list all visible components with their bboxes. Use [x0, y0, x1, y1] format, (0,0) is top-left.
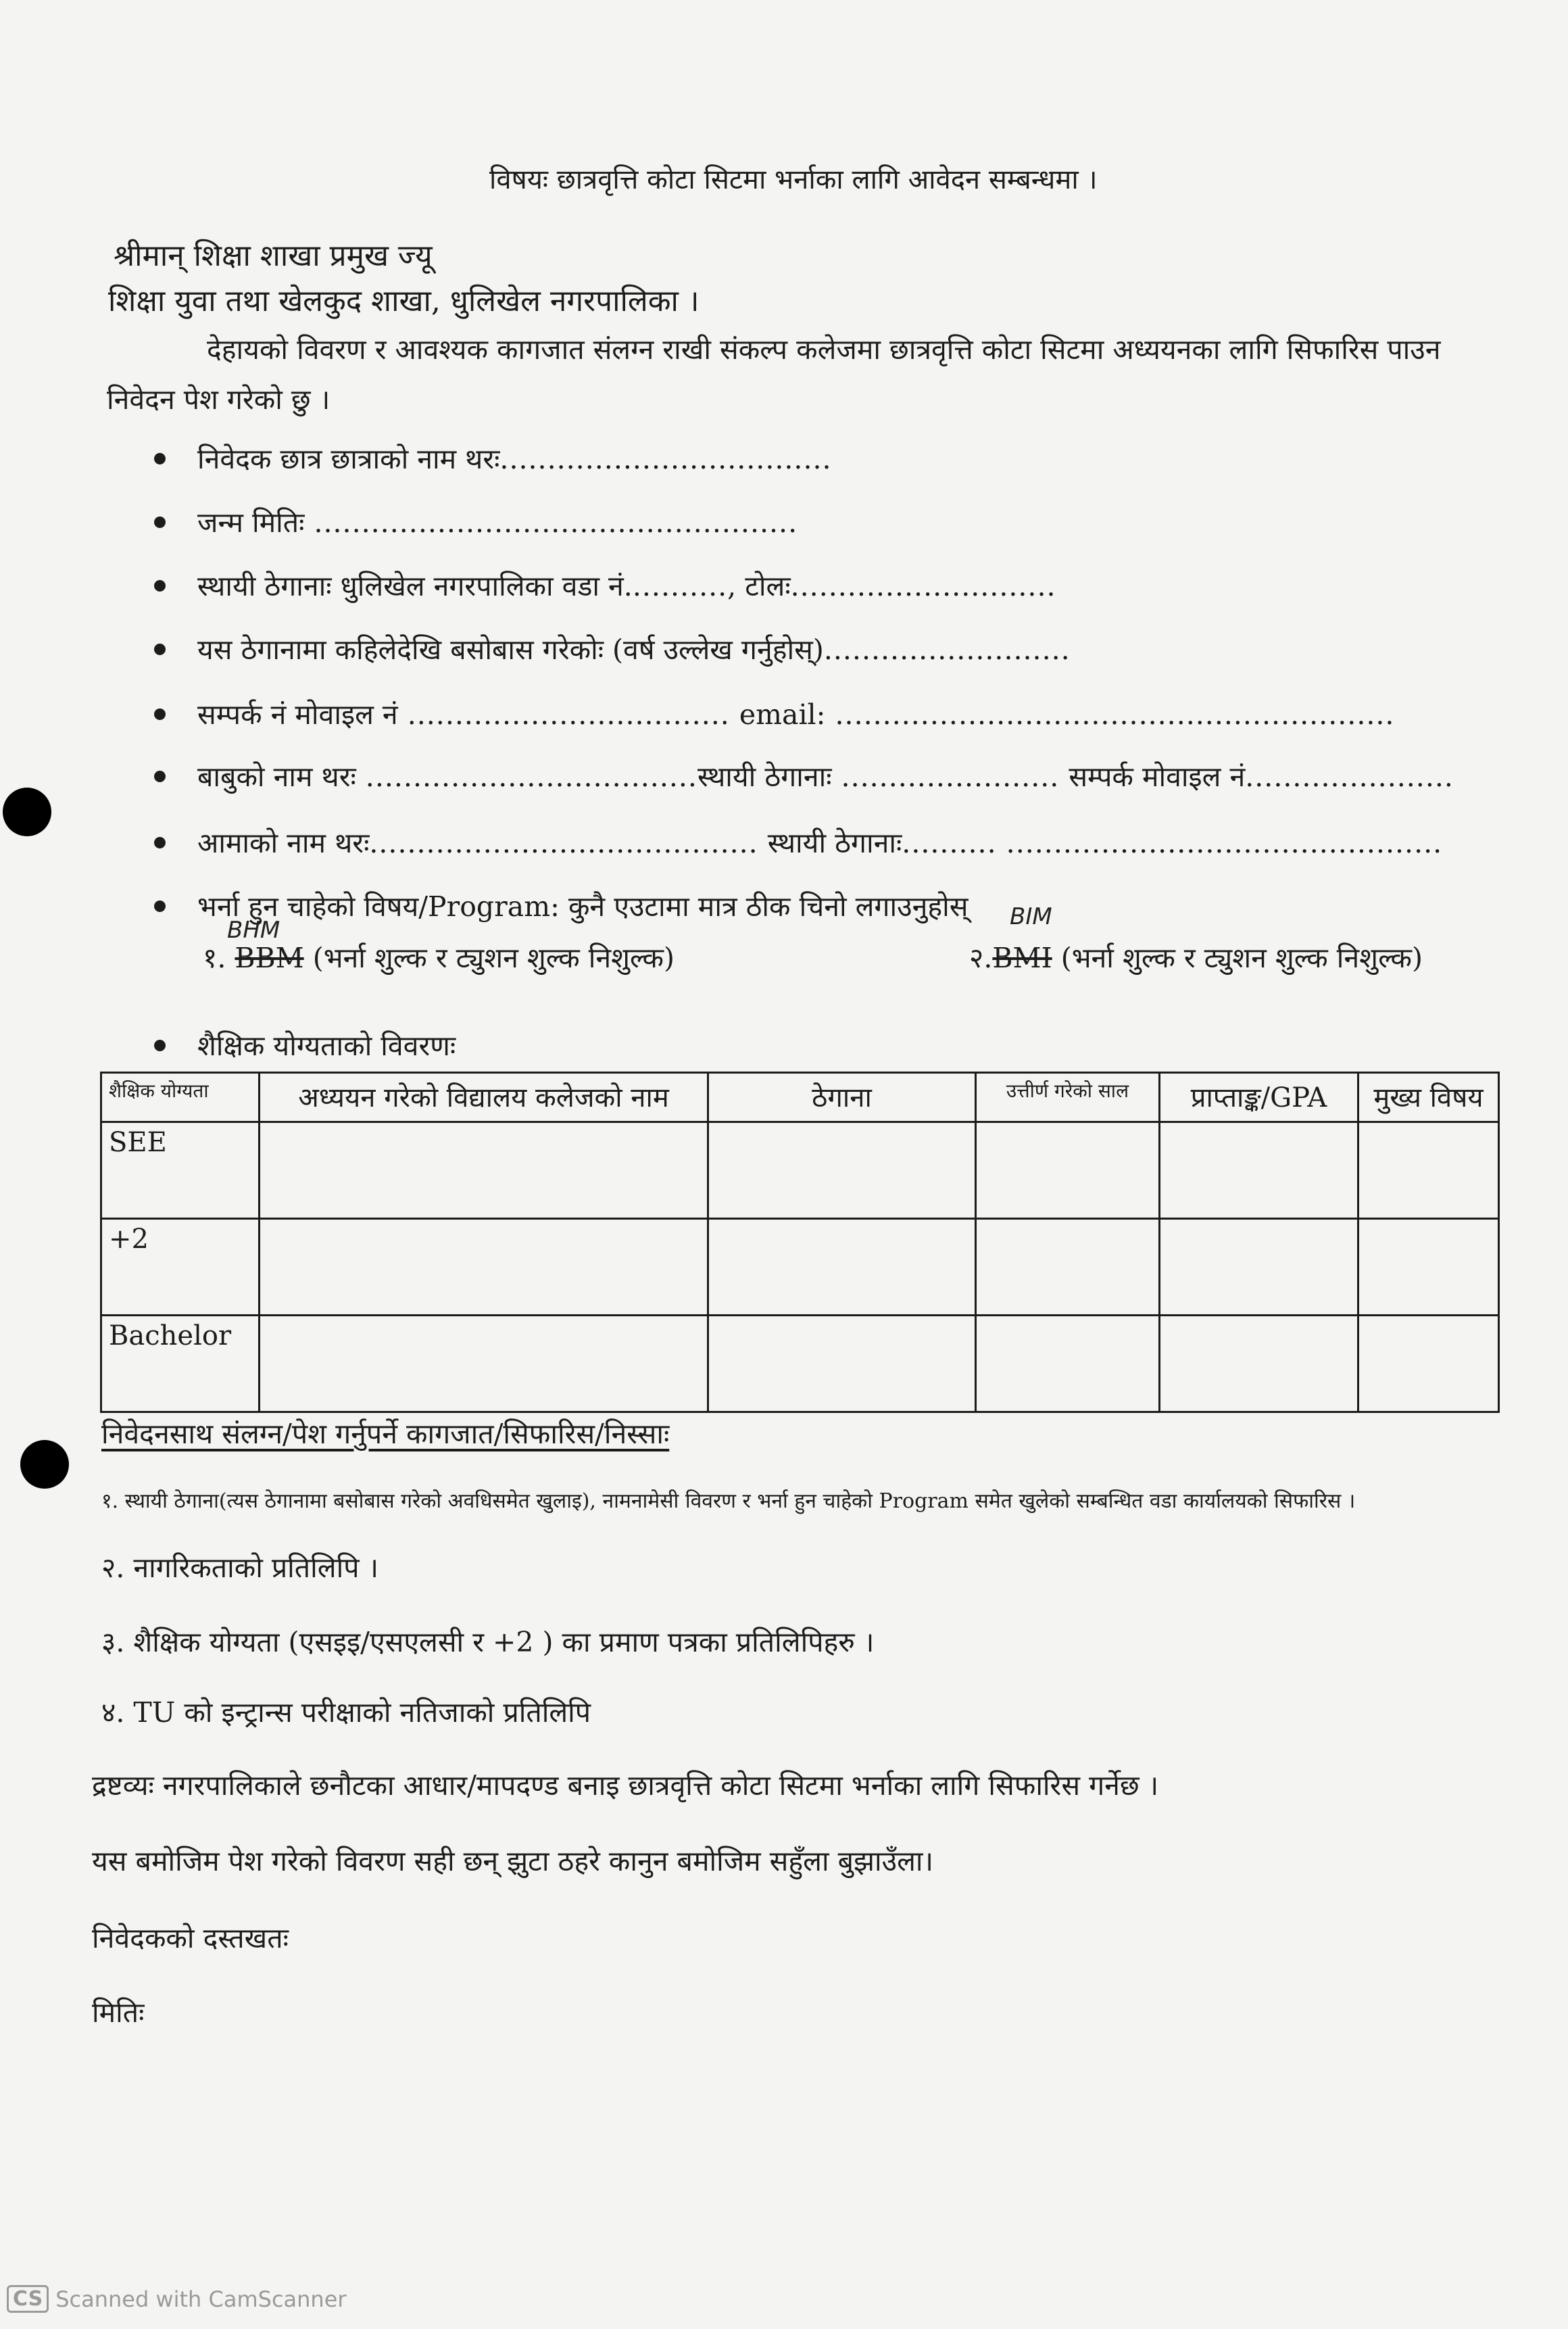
bullet-icon — [154, 771, 166, 782]
attachment-item-1: १. स्थायी ठेगाना(त्यस ठेगानामा बसोबास गरेको अवधिसमेत खुलाइ), नामनामेसी विवरण र भर्ना हुन चाहेको Program समेत खुलेको सम्बन्धित वडा कार्यालयको सिफारिस । — [101, 1489, 1356, 1513]
field-label: सम्पर्क मोवाइल नं — [1069, 761, 1246, 793]
attachment-item-4: ४. TU को इन्ट्रान्स परीक्षाको नतिजाको प्रतिलिपि — [101, 1696, 591, 1729]
table-cell[interactable] — [708, 1122, 976, 1219]
signature-label: निवेदकको दस्तखतः — [92, 1922, 289, 1954]
table-cell[interactable] — [1160, 1316, 1358, 1412]
option-fee: (भर्ना शुल्क र ट्युशन शुल्क निशुल्क) — [1060, 942, 1423, 974]
field-label: जन्म मितिः — [197, 506, 305, 539]
attachments-heading: निवेदनसाथ संलग्न/पेश गर्नुपर्ने कागजात/सिफारिस/निस्साः — [101, 1418, 670, 1450]
punch-hole-lower — [20, 1440, 69, 1489]
field-mother — [197, 823, 1442, 861]
option-number: १. — [203, 942, 226, 974]
table-cell[interactable] — [260, 1122, 708, 1219]
bullet-icon — [154, 517, 166, 528]
table-cell[interactable] — [976, 1316, 1160, 1412]
col-major-subject: मुख्य विषय — [1358, 1073, 1499, 1122]
table-cell[interactable] — [1358, 1122, 1499, 1219]
body-line-1: देहायको विवरण र आवश्यक कागजात संलग्न राखी संकल्प कलेजमा छात्रवृत्ति कोटा सिटमा अध्ययनका लागि सिफारिस पाउन — [207, 333, 1441, 366]
table-cell[interactable] — [976, 1122, 1160, 1219]
watermark-text: Scanned with CamScanner — [55, 2286, 347, 2312]
blank-line: ............................ — [790, 570, 1056, 602]
row-label-plus2: +2 — [101, 1219, 260, 1316]
table-cell[interactable] — [976, 1219, 1160, 1316]
handwritten-bim: BIM — [1010, 903, 1052, 930]
field-label: स्थायी ठेगानाः — [767, 827, 902, 859]
field-residence-since — [197, 630, 1071, 668]
salutation: श्रीमान् शिक्षा शाखा प्रमुख ज्यू — [114, 239, 433, 273]
field-label: स्थायी ठेगानाः धुलिखेल नगरपालिका वडा नं. — [197, 570, 633, 602]
blank-line: ...................... — [1245, 761, 1454, 793]
program-option-2 — [969, 938, 1423, 976]
bullet-icon — [154, 644, 166, 655]
table-cell[interactable] — [708, 1316, 976, 1412]
col-gpa: प्राप्ताङ्क/GPA — [1160, 1073, 1358, 1122]
attachment-item-3: ३. शैक्षिक योग्यता (एसइइ/एसएलसी र +2 ) का प्रमाण पत्रका प्रतिलिपिहरु । — [101, 1626, 875, 1658]
camscanner-logo: CS — [7, 2285, 49, 2313]
bullet-icon — [154, 1040, 166, 1051]
option-number: २. — [969, 942, 993, 974]
row-label-see: SEE — [101, 1122, 260, 1219]
bullet-icon — [154, 580, 166, 592]
blank-line: ................................... — [356, 761, 697, 793]
field-label: निवेदक छात्र छात्राको नाम थरः — [197, 443, 500, 475]
table-header-row — [101, 1073, 1499, 1122]
bullet-icon — [154, 709, 166, 720]
table-row — [101, 1219, 1499, 1316]
field-father — [197, 757, 1454, 795]
handwritten-bhm: BHM — [227, 917, 280, 944]
table-row — [101, 1316, 1499, 1412]
option-code-struck: BBM — [235, 942, 304, 974]
blank-line: ......................................... — [369, 827, 768, 859]
col-qualification: शैक्षिक योग्यता — [101, 1073, 260, 1122]
table-cell[interactable] — [260, 1219, 708, 1316]
program-option-1 — [203, 938, 675, 976]
table-cell[interactable] — [1358, 1219, 1499, 1316]
option-code-struck: BMI — [992, 942, 1052, 974]
blank-line: ................................................... — [304, 506, 798, 539]
col-address: ठेगाना — [708, 1073, 976, 1122]
date-label: मितिः — [92, 1996, 145, 2029]
table-cell[interactable] — [1358, 1316, 1499, 1412]
field-label: आमाको नाम थरः — [197, 827, 370, 859]
option-fee: (भर्ना शुल्क र ट्युशन शुल्क निशुल्क) — [312, 942, 675, 974]
col-institution: अध्ययन गरेको विद्यालय कलेजको नाम — [260, 1073, 708, 1122]
education-heading: शैक्षिक योग्यताको विवरणः — [197, 1030, 456, 1062]
field-date-of-birth — [197, 503, 798, 541]
table-cell[interactable] — [260, 1316, 708, 1412]
blank-line: .......... .............................................. — [902, 827, 1443, 859]
blank-line: ................................... — [499, 443, 832, 475]
blank-line: .......................... — [823, 633, 1071, 666]
blank-line: .......... — [632, 570, 728, 602]
table-row — [101, 1122, 1499, 1219]
table-cell[interactable] — [708, 1219, 976, 1316]
field-program: भर्ना हुन चाहेको विषय/Program: कुनै एउटामा मात्र ठीक चिनो लगाउनुहोस् — [197, 890, 969, 923]
field-permanent-address — [197, 567, 1056, 604]
table-cell[interactable] — [1160, 1219, 1358, 1316]
field-applicant-name — [197, 439, 832, 477]
subject-line: विषयः छात्रवृत्ति कोटा सिटमा भर्नाका लागि आवेदन सम्बन्धमा । — [489, 164, 1098, 195]
bullet-icon — [154, 901, 166, 912]
education-table — [100, 1072, 1500, 1413]
field-label: सम्पर्क नं मोवाइल नं — [197, 698, 398, 731]
table-cell[interactable] — [1160, 1122, 1358, 1219]
body-line-2: निवेदन पेश गरेको छु । — [107, 383, 330, 416]
scanner-watermark — [7, 2285, 347, 2313]
blank-line: .................................. — [397, 698, 739, 731]
office-address: शिक्षा युवा तथा खेलकुद शाखा, धुलिखेल नगरपालिका । — [108, 284, 700, 318]
row-label-bachelor: Bachelor — [101, 1316, 260, 1412]
attachment-item-2: २. नागरिकताको प्रतिलिपि । — [101, 1552, 379, 1584]
note: द्रष्टव्यः नगरपालिकाले छनौटका आधार/मापदण्ड बनाइ छात्रवृत्ति कोटा सिटमा भर्नाका लागि सिफारिस गर्नेछ । — [92, 1769, 1159, 1802]
blank-line: ....................... — [831, 761, 1069, 793]
field-label: email: — [739, 698, 826, 731]
punch-hole-upper — [3, 788, 51, 836]
bullet-icon — [154, 453, 166, 464]
declaration: यस बमोजिम पेश गरेको विवरण सही छन् झुटा ठहरे कानुन बमोजिम सहुँला बुझाउँला। — [92, 1845, 934, 1877]
field-label: बाबुको नाम थरः — [197, 761, 356, 793]
field-label: यस ठेगानामा कहिलेदेखि बसोबास गरेकोः (वर्ष उल्लेख गर्नुहोस्) — [197, 633, 824, 666]
field-label: स्थायी ठेगानाः — [697, 761, 832, 793]
field-contact — [197, 695, 1394, 733]
field-label: , टोलः — [727, 570, 791, 602]
blank-line: ........................................................... — [825, 698, 1395, 731]
bullet-icon — [154, 837, 166, 848]
col-passed-year: उत्तीर्ण गरेको साल — [976, 1073, 1160, 1122]
